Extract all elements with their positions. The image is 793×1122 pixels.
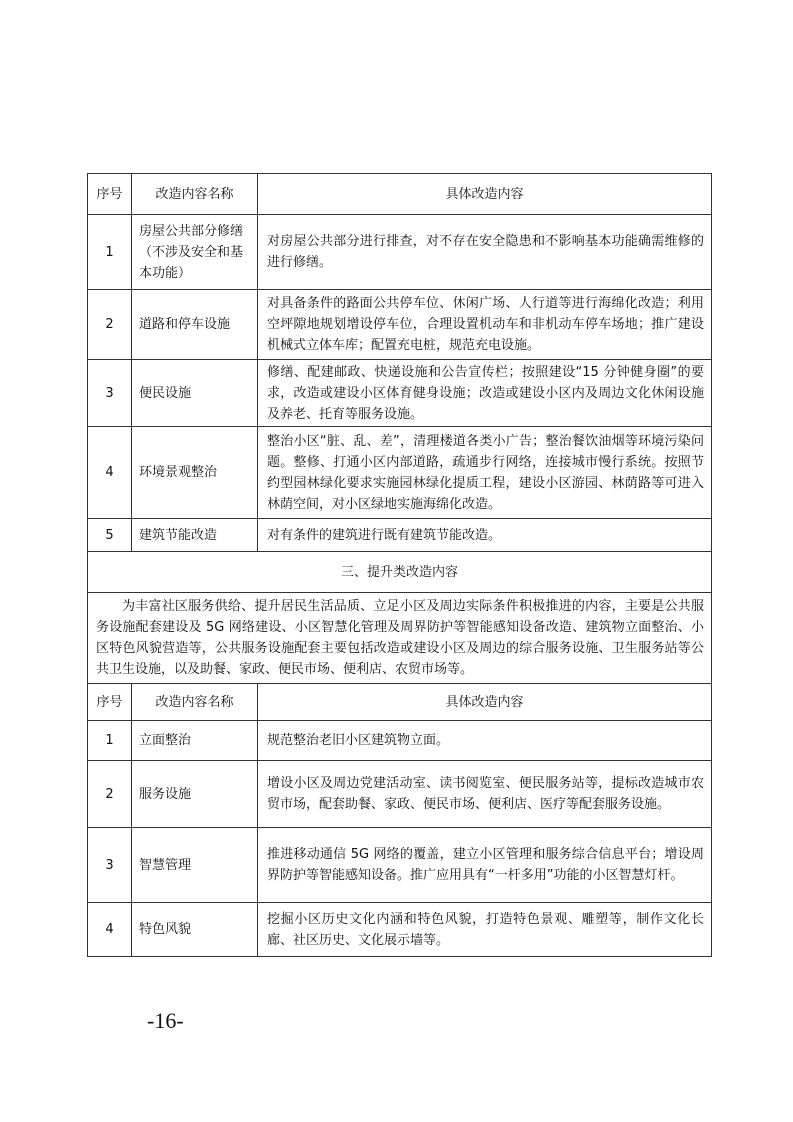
row-name: 建筑节能改造 <box>132 519 258 552</box>
table-row <box>88 721 712 761</box>
table-row <box>88 290 712 360</box>
row-detail: 规范整治老旧小区建筑物立面。 <box>258 721 712 761</box>
row-name: 服务设施 <box>132 761 258 828</box>
row-index: 3 <box>88 360 132 427</box>
table-row <box>88 828 712 903</box>
row-name: 便民设施 <box>132 360 258 427</box>
row-name: 道路和停车设施 <box>132 290 258 360</box>
row-name: 环境景观整治 <box>132 427 258 519</box>
table1-header-row <box>88 174 712 215</box>
section-title: 三、提升类改造内容 <box>88 552 712 593</box>
row-detail: 修缮、配建邮政、快递设施和公告宣传栏；按照建设“15 分钟健身圈”的要求，改造或建设小区体育健身设施；改造或建设小区内及周边文化休闲设施及养老、托育等服务设施。 <box>258 360 712 427</box>
row-index: 4 <box>88 903 132 957</box>
row-index: 3 <box>88 828 132 903</box>
row-index: 1 <box>88 721 132 761</box>
table-row <box>88 427 712 519</box>
row-name: 智慧管理 <box>132 828 258 903</box>
section-text-row <box>88 593 712 684</box>
table2-header-detail: 具体改造内容 <box>258 684 712 721</box>
table1-header-name: 改造内容名称 <box>132 174 258 215</box>
page-number: -16- <box>147 1008 184 1033</box>
table2-header-index: 序号 <box>88 684 132 721</box>
table-row <box>88 215 712 290</box>
section-title-row <box>88 552 712 593</box>
row-detail: 对具备条件的路面公共停车位、休闲广场、人行道等进行海绵化改造；利用空坪隙地规划增设停车位，合理设置机动车和非机动车停车场地；推广建设机械式立体车库；配置充电桩，规范充电设施。 <box>258 290 712 360</box>
row-detail: 增设小区及周边党建活动室、读书阅览室、便民服务站等，提标改造城市农贸市场，配套助餐、家政、便民市场、便利店、医疗等配套服务设施。 <box>258 761 712 828</box>
renovation-table <box>87 173 712 957</box>
row-index: 5 <box>88 519 132 552</box>
row-detail: 整治小区“脏、乱、差”，清理楼道各类小广告；整治餐饮油烟等环境污染问题。整修、打通小区内部道路，疏通步行网络，连接城市慢行系统。按照节约型园林绿化要求实施园林绿化提质工程，建设小区游园、林荫路等可进入林荫空间，对小区绿地实施海绵化改造。 <box>258 427 712 519</box>
row-index: 1 <box>88 215 132 290</box>
row-detail: 对房屋公共部分进行排查，对不存在安全隐患和不影响基本功能确需维修的进行修缮。 <box>258 215 712 290</box>
table-row <box>88 360 712 427</box>
section-text: 为丰富社区服务供给、提升居民生活品质、立足小区及周边实际条件积极推进的内容，主要是公共服务设施配套建设及 5G 网络建设、小区智慧化管理及周界防护等智能感知设备改造、建筑物立面整治、小区特色风貌营造等，公共服务设施配套主要包括改造或建设小区及周边的综合服务设施、卫生服务站等公共卫生设施，以及助餐、家政、便民市场、便利店、农贸市场等。 <box>88 593 712 684</box>
row-detail: 挖掘小区历史文化内涵和特色风貌，打造特色景观、雕塑等，制作文化长廊、社区历史、文化展示墙等。 <box>258 903 712 957</box>
row-detail: 推进移动通信 5G 网络的覆盖，建立小区管理和服务综合信息平台；增设周界防护等智能感知设备。推广应用具有“一杆多用”功能的小区智慧灯杆。 <box>258 828 712 903</box>
table1-header-detail: 具体改造内容 <box>258 174 712 215</box>
row-index: 2 <box>88 761 132 828</box>
table-row <box>88 903 712 957</box>
table1-header-index: 序号 <box>88 174 132 215</box>
row-name: 房屋公共部分修缮（不涉及安全和基本功能） <box>132 215 258 290</box>
table2-header-name: 改造内容名称 <box>132 684 258 721</box>
table2-header-row <box>88 684 712 721</box>
row-index: 4 <box>88 427 132 519</box>
table-row <box>88 761 712 828</box>
row-index: 2 <box>88 290 132 360</box>
row-detail: 对有条件的建筑进行既有建筑节能改造。 <box>258 519 712 552</box>
row-name: 立面整治 <box>132 721 258 761</box>
table-row <box>88 519 712 552</box>
row-name: 特色风貌 <box>132 903 258 957</box>
